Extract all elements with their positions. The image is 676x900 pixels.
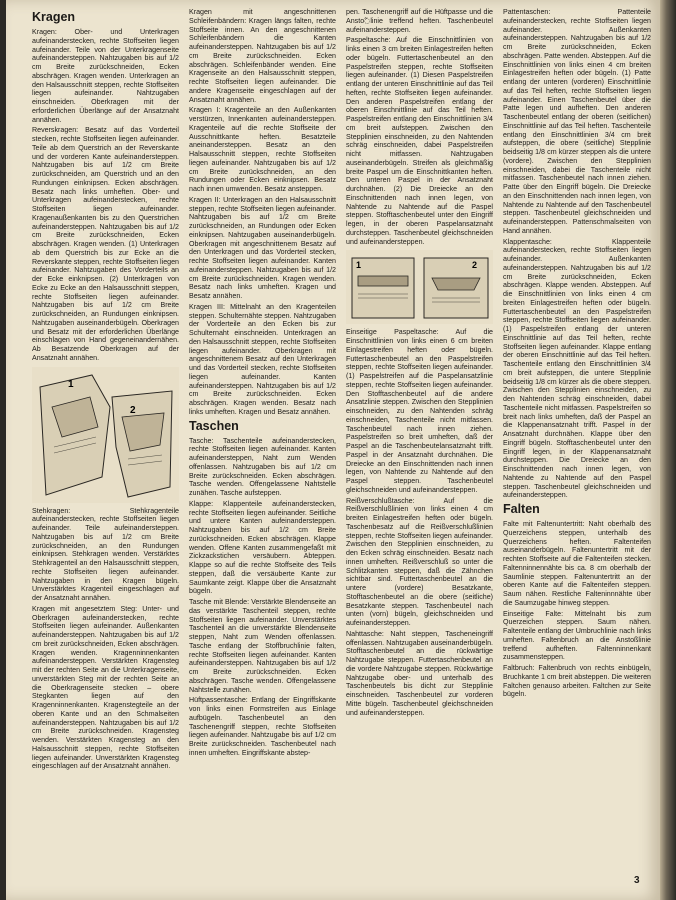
magazine-page (6, 0, 660, 900)
column-2 (189, 8, 336, 760)
para-einseitige-paspeltasche: Einseitige Paspeltasche: Auf die Einschnittlinien von links einen 6 cm breiten Einlagestreifen heften oder bügeln. Futtertaschenbeutel an den Paspelstreifen steppen, rechte Stoffseiten liegen aufeinander. (1) Paspelstreifen auf die Paspelansatzlinie steppen, rechte Stoffseiten liegen aufeinander. Den Stofftaschenbeutel auf die andere Ansatzlinie steppen. Zwischen den Stepplinien einschneiden, zu den Nahtenden schräg einschneiden, Taschenteile nicht mitfassen. Taschenbeutel nach innen ziehen. Paspelstreifen so breit umheften, daß der Paspel an die Taschenbeutelansatznaht trifft. Paspel in der Ansatznaht durchnähen. Die Dreiecke an den Einschnittenden nach innen legen, von Nahtende zu Nahtende auf den Paspel steppen. Taschenbeutel gleichschneiden und aufeinandersteppen. (346, 328, 493, 494)
column-1 (32, 8, 179, 773)
column-3 (346, 8, 493, 719)
pocket-illustration (346, 250, 493, 324)
figure-label-2: 2 (130, 404, 136, 416)
para-tasche-blende: Tasche mit Blende: Verstärkte Blendenseite an das verstärkte Taschenteil steppen, rechte Stoffseiten liegen aufeinander. Unverstärktes Taschenteil an die unverstärkte Blendenseite steppen, Naht zum Wenden offenlassen. Tasche entlang der Stoffbruchlinie falten, rechte Stoffseiten liegen aufeinander. Kanten aufeinandersteppen. Nahtzugaben bis auf 1/2 cm Breite zurückschneiden. Ecken abschrägen. Tasche wenden. Offengelassene Nahtstelle zunähen. (189, 598, 336, 694)
para-stehkragen: Stehkragen: Stehkragenteile aufeinanderstecken, rechte Stoffseiten liegen aufeinander. Teile aufeinandersteppen. Nahtzugaben bis auf 1/2 cm Breite zurückschneiden, an den Rundungen einknipsen. Stehkragen wenden. Verstärktes Stehkragenteil an den Halsausschnitt steppen, rechte Stoffseiten liegen aufeinander. Nahtzugaben in den Kragen bügeln. Unverstärktes Kragenteil eingeschlagen auf der Ansatznaht annähen. (32, 506, 179, 602)
para-reissverschlusstasche: Reißverschlußtasche: Auf die Reißverschlußlinien von links einen 4 cm breiten Einlagestreifen heften oder bügeln. Taschenbesatz auf die Reißverschlußlinien steppen, rechte Stoffseiten liegen aufeinander. Zwischen den Stepplinien einschneiden, zu den Ecken schräg einschneiden. Besatz nach innen umheften. Reißverschluß so unter die Schlitzkanten steppen, daß die Zähnchen sichtbar sind. Futtertaschenbeutel an die untere (vordere) Besatzkante, Stofftaschenbeutel an die obere (seitliche) Besatzkante steppen. Taschenbeutel nach unten (vorn) bügeln, gleichschneiden und aufeinandersteppen. (346, 496, 493, 627)
para-tasche: Tasche: Taschenteile aufeinanderstecken, rechte Stoffseiten liegen aufeinander. Kanten aufeinandersteppen, Naht zum Wenden offenlassen. Nahtzugaben bis auf 1/2 cm Breite zurückschneiden. Ecken abschrägen. Tasche wenden. Offengelassene Nahtstelle zunähen. Tasche aufsteppen. (189, 436, 336, 497)
collar-illustration (32, 367, 179, 503)
para-einseitige-falte: Einseitige Falte: Mittelnaht bis zum Querzeichen steppen. Saum nähen. Faltenteile entlang der Umbruchlinie nach links umheften. Faltenbruch an die Anstoßlinie treffend aufheften. Faltenninnenkant zusammensteppen. (503, 609, 651, 662)
para-schleifenband: Kragen mit angeschnittenen Schleifenbändern: Kragen längs falten, rechte Stoffseite innen. An den angeschnittenen Schleifenbändern die Kanten aufeinandersteppen. Nahtzugaben bis auf 1/2 cm Breite zurückschneiden. Ecken abschrägen. Schleifenbänder wenden. Eine Kragenseite an den Halsausschnitt steppen, rechte Stoffseiten liegen aufeinander. Die andere Kragenseite eingeschlagen auf der Ansatznaht annähen. (189, 8, 336, 104)
page-edge-shadow (660, 0, 676, 900)
column-4 (503, 8, 651, 701)
para-hueftpasse-cont: pen. Taschenengriff auf die Hüftpasse und die Ansto߬linie treffend heften. Taschenbeutel aufeinandersteppen. (346, 8, 493, 34)
para-paspeltasche: Paspeltasche: Auf die Einschnittlinien von links einen 3 cm breiten Einlagestreifen heften oder bügeln. Futtertaschenbeutel an den Paspelstreifen steppen, rechte Stoffseiten liegen aufeinander. (1) Diesen Paspelstreifen entlang der unteren Einschnittlinie auf das Teil heften, rechte Stoffseiten liegen aufeinander. Den anderen Paspelstreifen entlang der oberen Einschnittlinie auf das Teil heften. Paspelstreifen entlang den Einschnittlinien 3/4 cm breit aufsteppen. Zwischen den Stepplinien einschneiden, zu den Nahtenden schräg einschneiden, dabei Paspelstreifen nicht mitfassen. Nahtzugaben auseinanderbügeln. Streifen als gleichmäßig breite Paspel um die Einschnittkanten heften. Den unteren Paspel in der Ansatznaht durchnähen. (2) Die Dreiecke an den Einschnittenden nach innen legen, von Nahtende zu Nahtende auf die Paspel steppen. Stofftaschenbeutel unter den Eingriff legen, in der oberen Paspelansatznaht durchsteppen. Taschenbeutel gleichschneiden und aufeinandersteppen. (346, 36, 493, 246)
heading-kragen: Kragen (32, 10, 76, 24)
para-reverskragen: Reverskragen: Besatz auf das Vorderteil stecken, rechte Stoffseiten liegen aufeinander. Teile ab dem Querstrich an der Reverskante und der vorderen Kante aufeinandersteppen. Nahtzugaben bis auf 1/2 cm Breite zurückschneiden, am Querstrich und an den Rundungen einknipsen. Ecken abschrägen. Besatz nach links umheften. Ober- und Unterkragen aufeinanderstecken, rechte Stoffseiten liegen aufeinander. Kragenaußenkanten bis zu den Querstrichen aufeinandersteppen. Nahtzugaben bis auf 1/2 cm Breite zurückschneiden, Ecken abschrägen. Kragen wenden. (1) Unterkragen ab dem Querstrich bis zur Ecke an die Reverskante steppen, rechte Stoffseiten liegen aufeinander. Nahtzugaben des Vorderteils an der Ecke einknipsen. (2) Unterkragen von Ecke zu Ecke an den Halsausschnitt steppen, rechte Stoffseiten liegen aufeinander. Nahtzugaben bis auf 1/2 cm Breite zurückschneiden, an Rundungen einknipsen. Nahtzugaben auseinanderbügeln. Oberkragen und Besatz mit der erforderlichen Überlänge einschlagen von Hand gegeneinandernähen. Ab Besatzende Oberkragen auf der Ansatznaht annähen. (32, 126, 179, 362)
page-number: 3 (634, 875, 640, 886)
para-pattentaschen: Pattentaschen: Pattenteile aufeinanderstecken, rechte Stoffseiten liegen aufeinander. Außenkanten aufeinandersteppen. Nahtzugaben bis auf 1/2 cm Breite zurückschneiden, Ecken abschrägen. Patte wenden. Absteppen. Auf die Einschnittlinien von links einen 4 cm breiten Einlagestreifen heften oder bügeln. (1) Patte entlang der unteren (vorderen) Einschnittlinie auf das Teil heften, rechte Stoffseiten liegen aufeinander. Einen Taschenbeutel über die Patte legen und aufheften. Den anderen Taschenbeutel entlang der oberen (seitlichen) Einschnittlinie auf das Teil heften. Taschenteile entlang den Einschnittlinien 3/4 cm breit aufsteppen, die obere (seitliche) Stepplinie beidseitig 1/8 cm kürzer steppen als die untere (vordere). Zwischen den Stepplinien einschneiden, dabei die Taschenteile nicht mitfassen. Taschenbeutel nach innen ziehen. Patte über den Eingriff bügeln. Die Dreiecke an den Einschnittenden nach innen legen, von Nahtende zu Nahtende auf den Taschenbeutel steppen. Taschenbeutel gleichschneiden und aufeinandersteppen. Pattenschmalseiten von Hand annähen. (503, 8, 651, 235)
figure-label-1: 1 (68, 378, 74, 390)
para-kragen-2: Kragen II: Unterkragen an den Halsausschnitt steppen, rechte Stoffseiten liegen aufeinander. Nahtzugaben bis auf 1/2 cm Breite zurückschneiden, an Rundungen oder Ecken einknipsen. Nahtzugaben auseinanderbügeln. Oberkragen mit angeschnittenem Besatz auf den Unterkragen und das Vorderteil stecken, rechte Stoffseiten liegen aufeinander. Kanten aufeinandersteppen. Nahtzugaben bis auf 1/2 cm Breite zurückschneiden. Kragen wenden. Besatz nach links umheften. Kragen und Besatz annähen. (189, 195, 336, 300)
para-nahttasche: Nahttasche: Naht steppen, Tascheneingriff offenlassen. Nahtzugaben auseinanderbügeln. Stofftaschenbeutel an die rückwärtige Nahtzugabe steppen. Futtertaschenbeutel an die vordere Nahtzugabe steppen. Rückwärtige Nahtzugabe ober- und unterhalb des Taschenbeutels bis dicht zur Stepplinie einschneiden. Taschenbeutel zur vorderen Mitte bügeln. Taschenbeutel gleichschneiden und aufeinandersteppen. (346, 629, 493, 717)
heading-taschen: Taschen (189, 418, 239, 433)
para-klappe: Klappe: Klappenteile aufeinanderstecken, rechte Stoffseiten liegen aufeinander. Seitliche und untere Kanten aufeinandersteppen. Nahtzugaben bis auf 1/2 cm Breite zurückschneiden. Ecken abschrägen. Klappe wenden. Offene Kanten zusammengefaßt mit Zickzackstichen versäubern. Abteppen. Klappe so auf die rechte Stoffseite des Teils steppen, daß die versäuberte Kante zur Saumkante zeigt. Klappe über die Ansatznaht bügeln. (189, 499, 336, 596)
para-kragen: Kragen: Ober- und Unterkragen aufeinanderstecken, rechte Stoffseiten liegen aufeinander. Teile von der Unterkragenseite aufeinandersteppen. Nahtzugaben bis auf 1/2 cm Breite zurückschneiden, Ecken abschrägen. Kragen wenden. Unterkragen an den Halsausschnitt steppen, rechte Stoffseiten liegen aufeinander. Nahtzugaben einschneiden. Oberkragen mit der erforderlichen Überlänge auf der Ansatznaht annähen. (32, 28, 179, 124)
para-kragen-steg: Kragen mit angesetztem Steg: Unter- und Oberkragen aufeinanderstecken, rechte Stoffseiten liegen aufeinander. Außenkanten aufeinandersteppen. Nahtzugaben bis auf 1/2 cm breit zurückschneiden, Ecken abschrägen. Kragen wenden. Kragenninnenkanten aufeinandersteppen. Verstärkten Kragensteg mit der rechten Seite an die Unterkragenseite, unverstärkten Steg mit der rechten Seite an die Oberkragenseite stecken – obere Stegkanten liegen auf den Kragenninnenkanten. Kragenstegteile an der oberen Kante und an den Schmalseiten aufeinandersteppen. Nahtzugaben bis auf 1/2 cm Breite zurückschneiden. Kragensteg wenden. Verstärkten Kragensteg an den Halsausschnitt steppen, rechte Stoffseiten liegen aufeinander. Unverstärkten Kragensteg eingeschlagen auf der Ansatznaht annähen. (32, 604, 179, 771)
pocket-figure-label-2: 2 (472, 260, 478, 271)
para-faltbruch: Faltbruch: Faltenbruch von rechts einbügeln, Bruchkante 1 cm breit absteppen. Die weiteren Faltchen genauso arbeiten. Faltchen zur Seite bügeln. (503, 664, 651, 699)
pocket-figure-label-1: 1 (356, 260, 362, 271)
para-falte-untertritt: Falte mit Faltenuntertritt: Naht oberhalb des Querzeichens steppen, unterhalb des Querzeichens heften. Faltenteifen auseinanderbügeln. Faltenuntertritt mit der rechten Stoffseite auf die Faltenteifen stecken. Faltenninnennähte bis ca. 8 cm oberhalb der Saumlinie steppen. Faltenuntertritt an der oberen Kante auf die Faltenteifen steppen. Saum nähen. Restliche Falteninnnähte über die Saumzugabe hinweg steppen. (503, 520, 651, 607)
para-klappentasche: Klappentasche: Klappenteile aufeinanderstecken, rechte Stoffseiten liegen aufeinander. Außenkanten aufeinandersteppen. Nahtzugaben bis auf 1/2 cm Breite zurückschneiden, Ecken abschrägen. Klappe wenden. Absteppen. Auf die Einschnittlinien von links einen 4 cm breiten Einlagestreifen heften oder bügeln. Futtertaschenbeutel an den Paspelstreifen steppen, rechte Stoffseiten liegen aufeinander. (1) Paspelstreifen entlang der unteren Einschnittlinie auf das Teil heften, rechte Stoffseiten liegen aufeinander. Klappe entlang der oberen Einschnittlinie auf das Teil heften. Taschenteile entlang den Einschnittlinien 3/4 cm breit aufsteppen, die untere Stepplinie beidseitig 1/8 cm kürzer als die obere steppen. Zwischen den Stepplinien einschneiden, zu den Nahtenden schräg einschneiden, dabei Taschenteile nicht mitfassen. Paspelstreifen so breit nach links umheften, daß der Paspel an die Klappenansatznaht trifft. Paspel in der Ansatznaht durchnähen. Klappe über den Eingriff bügeln. Stofftaschenbeutel unter den Eingriff legen, in der Klappenansatznaht durchsteppen. Die Dreiecke an den Einschnittenden nach innen legen, von Nahtende zu Nahtende auf den Paspel steppen. Taschenbeutel gleichschneiden und aufeinandersteppen. (503, 237, 651, 500)
para-kragen-1: Kragen I: Kragenteile an den Außenkanten verstürzen, Innenkanten aufeinandersteppen. Kragenteile auf die rechte Stoffseite der Ausschnittkante heften. Besatzteile aneinandersteppen. Besatz an den Halsausschnitt steppen, rechte Stoffseiten liegen aufeinander. Nahtzugaben bis auf 1/2 cm Breite zurückschneiden, an den Rundungen oder Ecken einknipsen. Besatz nach innen umwenden. Besatz ansteppen. (189, 106, 336, 193)
para-kragen-3: Kragen III: Mittelnaht an den Kragenteilen steppen. Schulternähte steppen. Nahtzugaben der Vorderteile an den Ecken bis zur Schulternaht einschneiden. Unterkragen an den Halsausschnitt steppen, rechte Stoffseiten liegen aufeinander. Oberkragen mit angeschnittenem Besatz auf den Unterkragen und das Vorderteil stecken, rechte Stoffseiten liegen aufeinander. Kanten aufeinandersteppen. Nahtzugaben bis auf 1/2 cm Breite zurückschneiden. Ecken abschrägen. Kragen wenden. Besatz nach links umheften. Kragen und Besatz annähen. (189, 302, 336, 416)
para-hueftpassentasche: Hüftpassentasche: Entlang der Eingriffskante von links einen Formstreifen aus Einlage aufbügeln. Taschenbeutel an den Taschenengriff steppen, rechte Stoffseiten liegen aufeinander. Nahtzugabe bis auf 1/2 cm Breite zurückschneiden. Taschenbeutel nach innen umheften. Eingriffskante abstep- (189, 696, 336, 757)
heading-falten: Falten (503, 502, 540, 516)
